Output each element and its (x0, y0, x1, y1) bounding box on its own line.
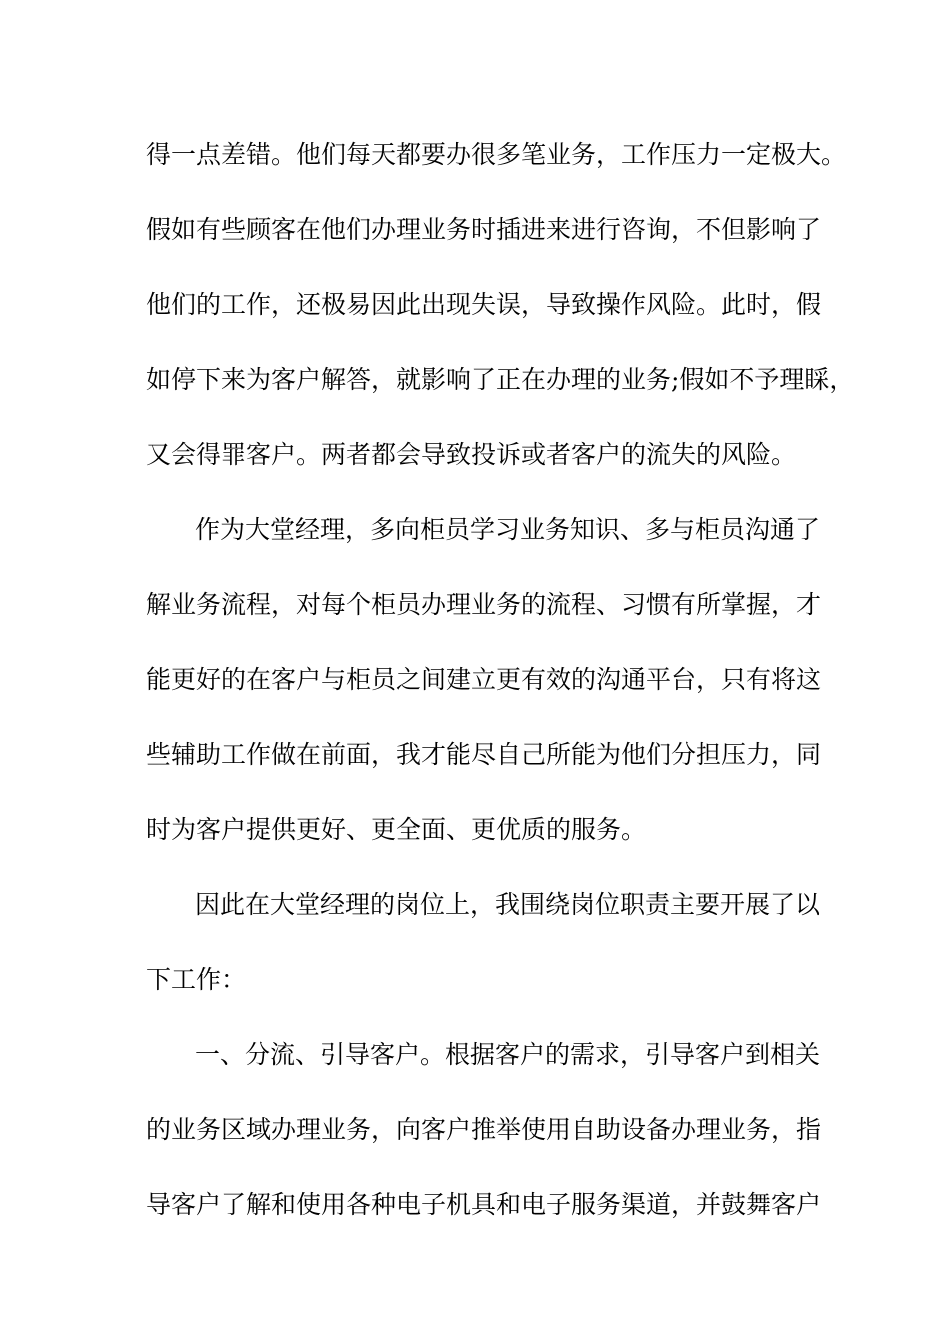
text-line: 得一点差错。他们每天都要办很多笔业务，工作压力一定极大。 (146, 140, 847, 169)
paragraph-first-line: 作为大堂经理，多向柜员学习业务知识、多与柜员沟通了 (195, 515, 821, 544)
text-line: 如停下来为客户解答，就影响了正在办理的业务;假如不予理睬， (146, 365, 855, 394)
text-line: 假如有些顾客在他们办理业务时插进来进行咨询，不但影响了 (146, 215, 822, 244)
text-line: 些辅助工作做在前面，我才能尽自己所能为他们分担压力，同 (146, 740, 822, 769)
body-text (146, 133, 855, 1258)
text-line: 导客户了解和使用各种电子机具和电子服务渠道，并鼓舞客户 (146, 1190, 822, 1219)
paragraph-first-line: 一、分流、引导客户。根据客户的需求，引导客户到相关 (195, 1040, 821, 1069)
text-line: 能更好的在客户与柜员之间建立更有效的沟通平台，只有将这 (146, 665, 822, 694)
text-line: 又会得罪客户。两者都会导致投诉或者客户的流失的风险。 (146, 440, 797, 469)
text-line: 他们的工作，还极易因此出现失误，导致操作风险。此时，假 (146, 290, 822, 319)
text-line: 的业务区域办理业务，向客户推举使用自助设备办理业务，指 (146, 1115, 822, 1144)
text-line: 时为客户提供更好、更全面、更优质的服务。 (146, 815, 647, 844)
text-line: 下工作： (146, 965, 247, 994)
paragraph-first-line: 因此在大堂经理的岗位上，我围绕岗位职责主要开展了以 (195, 890, 821, 919)
text-line: 解业务流程，对每个柜员办理业务的流程、习惯有所掌握，才 (146, 590, 822, 619)
